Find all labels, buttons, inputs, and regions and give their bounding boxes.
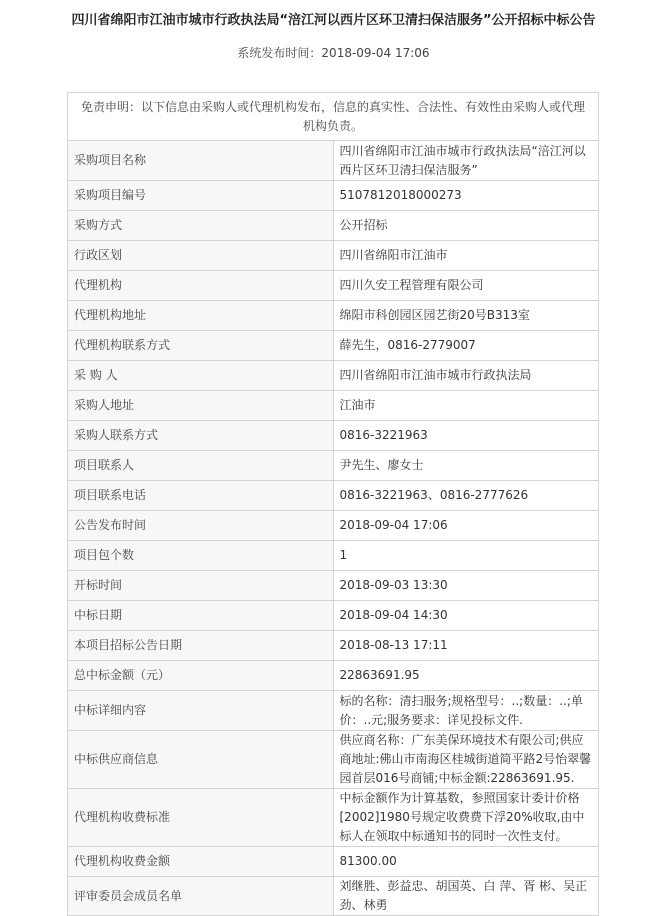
table-row [68, 789, 599, 847]
row-label: 代理机构收费金额 [68, 847, 334, 877]
row-label: 采 购 人 [68, 361, 334, 391]
row-label: 代理机构地址 [68, 301, 334, 331]
row-label: 中标日期 [68, 601, 334, 631]
row-value: 刘继胜、彭益忠、胡国英、白 萍、胥 彬、吴正劲、林勇 [333, 877, 599, 916]
row-label: 项目包个数 [68, 541, 334, 571]
row-value: 1 [333, 541, 599, 571]
row-value: 2018-09-04 14:30 [333, 601, 599, 631]
table-row [68, 601, 599, 631]
row-value: 尹先生、廖女士 [333, 451, 599, 481]
row-label: 本项目招标公告日期 [68, 631, 334, 661]
table-row [68, 271, 599, 301]
row-value: 2018-08-13 17:11 [333, 631, 599, 661]
table-row [68, 691, 599, 731]
row-label: 中标详细内容 [68, 691, 334, 731]
table-row [68, 301, 599, 331]
table-row [68, 571, 599, 601]
table-row [68, 511, 599, 541]
row-label: 项目联系电话 [68, 481, 334, 511]
row-value: 供应商名称：广东美保环境技术有限公司;供应商地址:佛山市南海区桂城街道简平路2号怡翠馨园首层016号商铺;中标金额:22863691.95. [333, 731, 599, 789]
row-label: 行政区划 [68, 241, 334, 271]
row-value: 绵阳市科创园区园艺街20号B313室 [333, 301, 599, 331]
row-label: 评审委员会成员名单 [68, 877, 334, 916]
table-row [68, 211, 599, 241]
row-value: 0816-3221963、0816-2777626 [333, 481, 599, 511]
row-label: 代理机构 [68, 271, 334, 301]
table-row [68, 391, 599, 421]
row-value: 四川省绵阳市江油市 [333, 241, 599, 271]
table-row [68, 421, 599, 451]
table-row [68, 541, 599, 571]
row-label: 中标供应商信息 [68, 731, 334, 789]
row-label: 采购人地址 [68, 391, 334, 421]
table-row [68, 451, 599, 481]
table-row [68, 731, 599, 789]
row-label: 总中标金额（元） [68, 661, 334, 691]
table-row [68, 877, 599, 916]
page-title: 四川省绵阳市江油市城市行政执法局“涪江河以西片区环卫清扫保洁服务”公开招标中标公告 [71, 13, 596, 28]
row-value: 公开招标 [333, 211, 599, 241]
table-row [68, 847, 599, 877]
disclaimer-text: 免责申明：以下信息由采购人或代理机构发布，信息的真实性、合法性、有效性由采购人或代理机构负责。 [68, 93, 599, 141]
table-row [68, 141, 599, 181]
table-row [68, 631, 599, 661]
row-label: 项目联系人 [68, 451, 334, 481]
row-value: 标的名称：清扫服务;规格型号：..;数量：..;单价：..元;服务要求：详见投标文件. [333, 691, 599, 731]
table-row [68, 661, 599, 691]
row-value: 81300.00 [333, 847, 599, 877]
row-label: 公告发布时间 [68, 511, 334, 541]
row-label: 采购项目名称 [68, 141, 334, 181]
row-value: 四川省绵阳市江油市城市行政执法局 [333, 361, 599, 391]
row-value: 2018-09-03 13:30 [333, 571, 599, 601]
table-row [68, 241, 599, 271]
row-label: 采购方式 [68, 211, 334, 241]
row-value: 江油市 [333, 391, 599, 421]
row-value: 0816-3221963 [333, 421, 599, 451]
table-row [68, 361, 599, 391]
table-row [68, 331, 599, 361]
row-value: 中标金额作为计算基数，参照国家计委计价格[2002]1980号规定收费费下浮20%收取,由中标人在领取中标通知书的同时一次性支付。 [333, 789, 599, 847]
row-label: 代理机构收费标准 [68, 789, 334, 847]
row-value: 22863691.95 [333, 661, 599, 691]
row-label: 代理机构联系方式 [68, 331, 334, 361]
row-value: 5107812018000273 [333, 181, 599, 211]
row-label: 开标时间 [68, 571, 334, 601]
table-row [68, 181, 599, 211]
row-label: 采购项目编号 [68, 181, 334, 211]
disclaimer-row [68, 93, 599, 141]
row-value: 2018-09-04 17:06 [333, 511, 599, 541]
table-row [68, 481, 599, 511]
row-value: 薛先生，0816-2779007 [333, 331, 599, 361]
row-label: 采购人联系方式 [68, 421, 334, 451]
announcement-table [67, 92, 599, 916]
row-value: 四川久安工程管理有限公司 [333, 271, 599, 301]
row-value: 四川省绵阳市江油市城市行政执法局“涪江河以西片区环卫清扫保洁服务” [333, 141, 599, 181]
publish-time: 系统发布时间：2018-09-04 17:06 [237, 46, 430, 60]
